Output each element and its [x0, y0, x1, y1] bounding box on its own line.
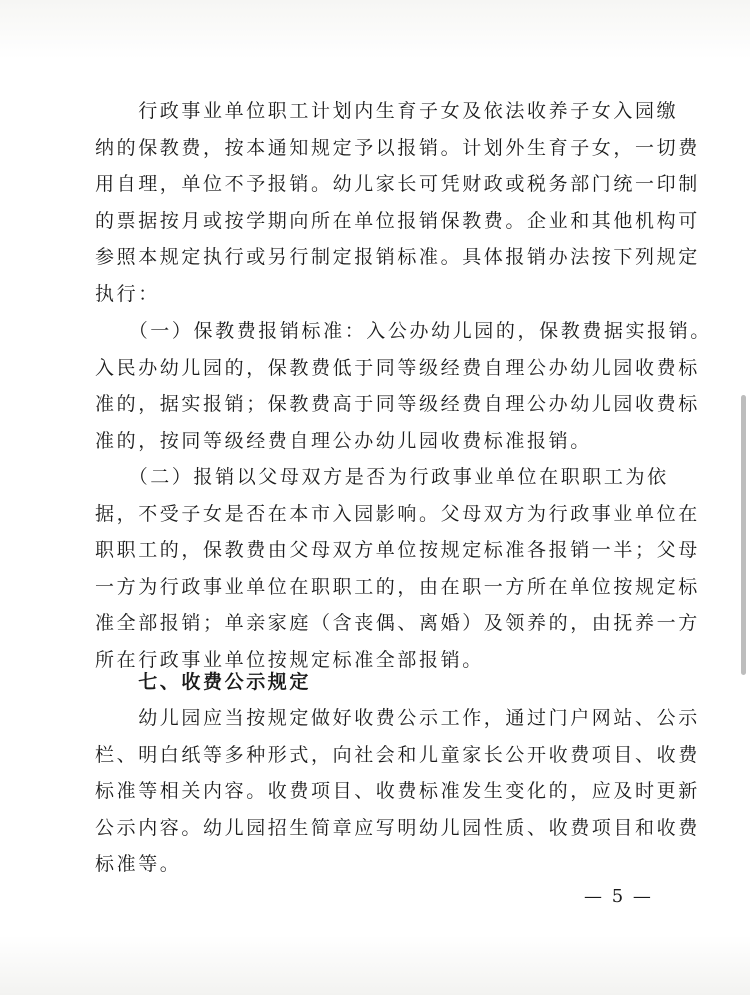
text-line: 据，不受子女是否在本市入园影响。父母双方为行政事业单位在	[95, 502, 700, 525]
text-line: 行政事业单位职工计划内生育子女及依法收养子女入园缴	[95, 100, 679, 122]
vertical-scrollbar[interactable]	[741, 395, 746, 675]
text-line: 所在行政事业单位按规定标准全部报销。	[95, 648, 484, 671]
paragraph-fee-disclosure	[95, 700, 700, 883]
text-line: 公示内容。幼儿园招生简章应写明幼儿园性质、收费项目和收费	[95, 816, 700, 839]
text-line: 的票据按月或按学期向所在单位报销保教费。企业和其他机构可	[95, 209, 700, 232]
text-line: 参照本规定执行或另行制定报销标准。具体报销办法按下列规定	[95, 246, 700, 269]
text-line: 纳的保教费，按本通知规定予以报销。计划外生育子女，一切费	[95, 136, 700, 159]
text-line: 标准等。	[95, 853, 182, 876]
text-line: （一）保教费报销标准：入公办幼儿园的，保教费据实报销。	[95, 320, 712, 342]
paragraph-parents-basis	[95, 459, 700, 679]
text-line: 准的，按同等级经费自理公办幼儿园收费标准报销。	[95, 429, 592, 452]
text-line: 标准等相关内容。收费项目、收费标准发生变化的，应及时更新	[95, 780, 700, 803]
paragraph-reimbursement-intro	[95, 93, 700, 313]
text-line: 栏、明白纸等多种形式，向社会和儿童家长公开收费项目、收费	[95, 743, 700, 766]
text-line: 准全部报销；单亲家庭（含丧偶、离婚）及领养的，由抚养一方	[95, 612, 700, 635]
text-line: （二）报销以父母双方是否为行政事业单位在职职工为依	[95, 466, 669, 488]
text-line: 一方为行政事业单位在职职工的，由在职一方所在单位按规定标	[95, 575, 700, 598]
paragraph-reimbursement-standard	[95, 313, 712, 459]
text-line: 用自理，单位不予报销。幼儿家长可凭财政或税务部门统一印制	[95, 173, 700, 196]
text-line: 幼儿园应当按规定做好收费公示工作，通过门户网站、公示	[95, 707, 700, 729]
text-line: 职职工的，保教费由父母双方单位按规定标准各报销一半；父母	[95, 539, 700, 562]
text-line: 执行：	[95, 282, 160, 305]
section-heading-text: 七、收费公示规定	[95, 671, 312, 693]
page-number: — 5 —	[584, 886, 653, 907]
text-line: 准的，据实报销；保教费高于同等级经费自理公办幼儿园收费标	[95, 393, 700, 416]
section-heading	[95, 664, 665, 701]
text-line: 入民办幼儿园的，保教费低于同等级经费自理公办幼儿园收费标	[95, 356, 700, 379]
